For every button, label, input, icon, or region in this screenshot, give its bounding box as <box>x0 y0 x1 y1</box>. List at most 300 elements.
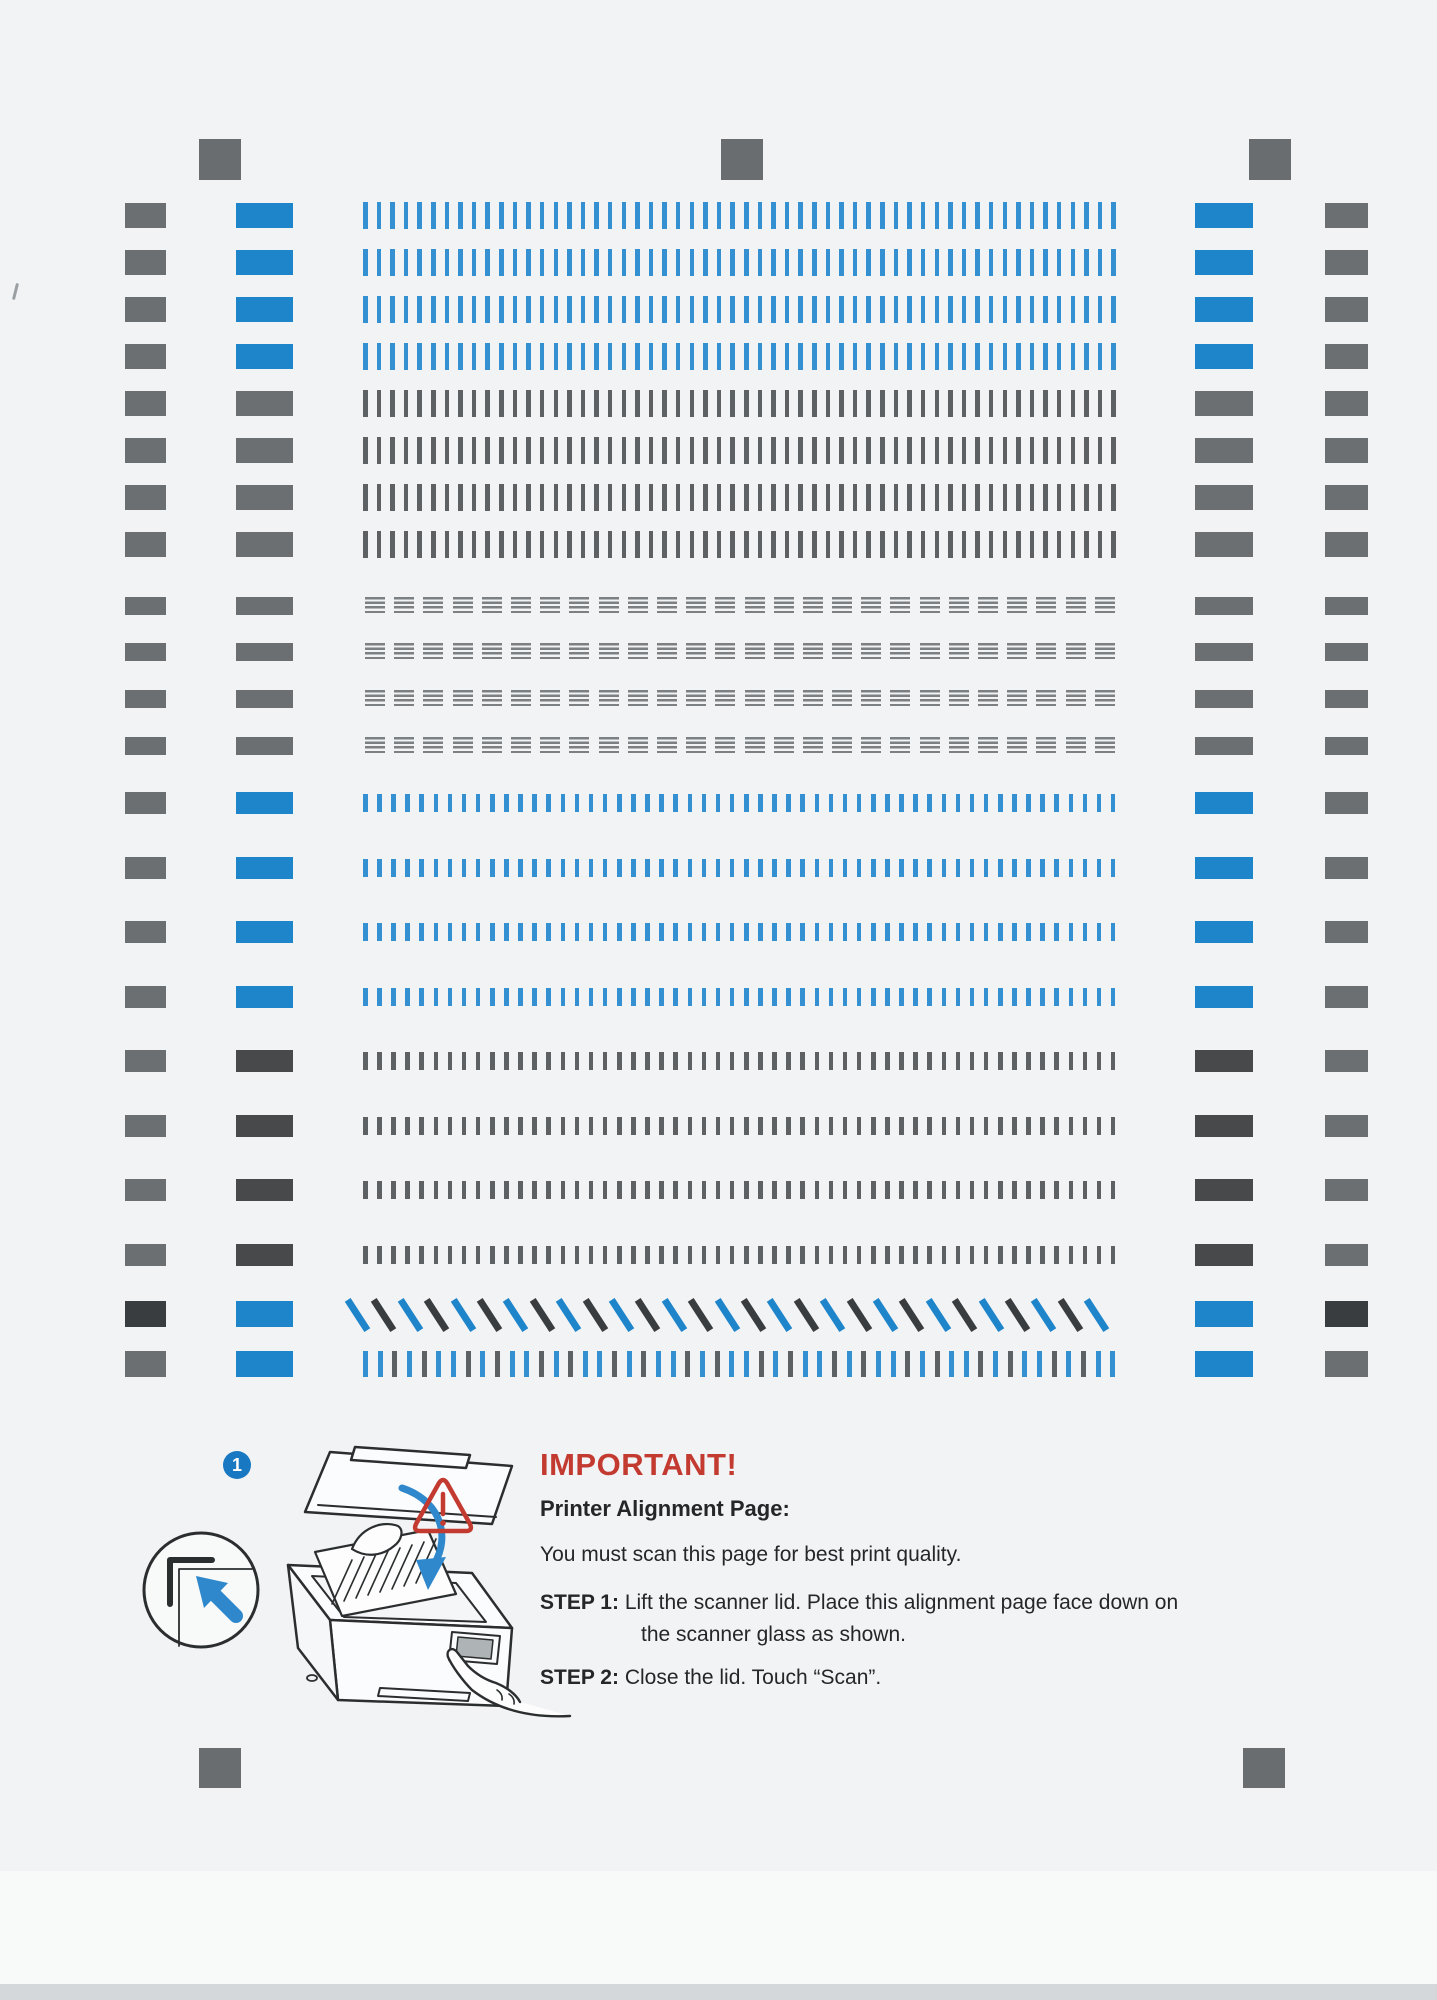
pattern-tick <box>622 437 627 464</box>
pattern-tick <box>608 249 613 276</box>
pattern-tick <box>843 1181 848 1199</box>
pattern-block-col2 <box>236 986 293 1008</box>
pattern-tick <box>1084 484 1089 511</box>
pattern-tick <box>417 249 422 276</box>
scan-artifact <box>12 283 19 300</box>
hatch-cell <box>482 643 502 660</box>
pattern-block-col3 <box>1195 1050 1253 1072</box>
pattern-tick <box>942 923 947 941</box>
hatch-cell <box>482 597 502 614</box>
pattern-tick <box>594 343 599 370</box>
pattern-tick <box>622 484 627 511</box>
pattern-tick <box>485 390 490 417</box>
pattern-tick <box>581 390 586 417</box>
pattern-tick <box>785 202 790 229</box>
pattern-tick <box>540 249 545 276</box>
hatch-cell <box>890 737 910 754</box>
pattern-tick <box>567 437 572 464</box>
pattern-block-col3 <box>1195 203 1253 228</box>
pattern-tick <box>744 437 749 464</box>
pattern-tick <box>839 437 844 464</box>
pattern-block-col1 <box>125 203 166 228</box>
pattern-tick <box>589 794 594 812</box>
hatch-cell <box>511 690 531 707</box>
pattern-tick <box>978 1351 983 1377</box>
pattern-tick <box>1069 1246 1074 1264</box>
pattern-tick <box>998 1117 1003 1135</box>
pattern-tick <box>504 923 509 941</box>
pattern-block-col4 <box>1325 792 1368 814</box>
pattern-tick <box>631 1052 636 1070</box>
pattern-tick <box>962 296 967 323</box>
pattern-block-col1 <box>125 1115 166 1137</box>
pattern-tick <box>431 390 436 417</box>
pattern-block-col3 <box>1195 1244 1253 1266</box>
pattern-block-col1 <box>125 250 166 275</box>
pattern-tick <box>744 794 749 812</box>
pattern-tick <box>676 484 681 511</box>
pattern-tick <box>853 296 858 323</box>
pattern-tick <box>575 988 580 1006</box>
pattern-tick <box>716 794 721 812</box>
pattern-tick <box>518 859 523 877</box>
pattern-tick <box>631 1181 636 1199</box>
pattern-tick <box>970 1052 975 1070</box>
pattern-tick <box>899 794 904 812</box>
pattern-block-col2 <box>236 1050 293 1072</box>
hatch-cell <box>540 597 560 614</box>
pattern-tick <box>603 794 608 812</box>
pattern-tick <box>495 1351 500 1377</box>
pattern-tick <box>603 923 608 941</box>
pattern-tick <box>1012 859 1017 877</box>
pattern-tick <box>417 390 422 417</box>
pattern-tick <box>645 1052 650 1070</box>
pattern-tick <box>815 1246 820 1264</box>
pattern-tick <box>812 437 817 464</box>
pattern-tick <box>866 296 871 323</box>
pattern-tick <box>567 202 572 229</box>
pattern-tick <box>880 343 885 370</box>
pattern-tick <box>377 1246 382 1264</box>
pattern-tick <box>772 1117 777 1135</box>
pattern-tick <box>744 531 749 558</box>
hatch-cell <box>745 597 765 614</box>
pattern-tick <box>513 296 518 323</box>
pattern-tick <box>703 296 708 323</box>
pattern-block-col2 <box>236 391 293 416</box>
pattern-tick <box>942 1181 947 1199</box>
pattern-tick <box>622 390 627 417</box>
hatch-cell <box>774 643 794 660</box>
pattern-tick <box>499 531 504 558</box>
pattern-tick <box>948 343 953 370</box>
pattern-tick <box>1071 343 1076 370</box>
pattern-tick <box>490 988 495 1006</box>
pattern-tick <box>744 249 749 276</box>
pattern-block-col1 <box>125 1301 166 1327</box>
pattern-tick <box>927 859 932 877</box>
pattern-tick <box>448 923 453 941</box>
pattern-tick <box>1071 437 1076 464</box>
hatch-cell <box>861 690 881 707</box>
pattern-block-col3 <box>1195 485 1253 510</box>
pattern-tick <box>744 923 749 941</box>
pattern-tick <box>826 531 831 558</box>
pattern-tick <box>962 249 967 276</box>
pattern-tick <box>1016 296 1021 323</box>
pattern-tick <box>826 437 831 464</box>
hatch-cell <box>832 597 852 614</box>
step-2-line <box>540 1666 881 1690</box>
pattern-tick <box>798 531 803 558</box>
pattern-tick <box>518 1246 523 1264</box>
pattern-tick <box>1111 923 1116 941</box>
pattern-tick <box>984 1052 989 1070</box>
pattern-tick <box>612 1351 617 1377</box>
pattern-tick <box>377 794 382 812</box>
pattern-tick <box>730 1246 735 1264</box>
pattern-tick <box>1016 437 1021 464</box>
pattern-tick <box>404 202 409 229</box>
pattern-tick <box>786 1052 791 1070</box>
pattern-tick <box>1111 794 1116 812</box>
step-2-label: STEP 2: <box>540 1666 619 1689</box>
pattern-block-col3 <box>1195 737 1253 755</box>
pattern-tick <box>404 249 409 276</box>
pattern-tick <box>656 1351 661 1377</box>
slash-mark <box>846 1298 871 1332</box>
hatch-cell <box>453 690 473 707</box>
pattern-tick <box>956 1052 961 1070</box>
pattern-tick <box>989 343 994 370</box>
pattern-tick <box>812 249 817 276</box>
pattern-tick <box>431 249 436 276</box>
pattern-tick <box>1111 1052 1116 1070</box>
pattern-tick <box>956 1117 961 1135</box>
pattern-tick <box>608 390 613 417</box>
step-2-text: Close the lid. Touch “Scan”. <box>618 1666 882 1689</box>
pattern-tick <box>405 1246 410 1264</box>
pattern-tick <box>800 859 805 877</box>
pattern-tick <box>431 484 436 511</box>
pattern-tick <box>1071 249 1076 276</box>
pattern-block-col3 <box>1195 297 1253 322</box>
pattern-tick <box>673 923 678 941</box>
pattern-tick <box>921 437 926 464</box>
pattern-tick <box>730 859 735 877</box>
pattern-tick <box>948 202 953 229</box>
pattern-tick <box>662 296 667 323</box>
pattern-tick <box>391 859 396 877</box>
pattern-tick <box>690 202 695 229</box>
pattern-tick <box>546 1181 551 1199</box>
pattern-tick <box>581 296 586 323</box>
pattern-tick <box>927 1246 932 1264</box>
pattern-tick <box>894 531 899 558</box>
pattern-tick <box>1003 437 1008 464</box>
hatch-cell <box>803 737 823 754</box>
step-1-label: STEP 1: <box>540 1591 619 1614</box>
pattern-tick <box>758 202 763 229</box>
pattern-tick <box>843 1052 848 1070</box>
pattern-tick <box>843 1117 848 1135</box>
pattern-tick <box>935 202 940 229</box>
hatch-cell <box>657 690 677 707</box>
pattern-tick <box>962 390 967 417</box>
pattern-tick <box>771 437 776 464</box>
pattern-tick <box>377 202 382 229</box>
pattern-tick <box>662 531 667 558</box>
pattern-tick <box>1069 923 1074 941</box>
pattern-tick <box>690 531 695 558</box>
pattern-block-col1 <box>125 792 166 814</box>
pattern-tick <box>635 390 640 417</box>
pattern-block-col1 <box>125 597 166 615</box>
pattern-block-col4 <box>1325 297 1368 322</box>
pattern-tick <box>1012 1181 1017 1199</box>
pattern-tick <box>513 531 518 558</box>
pattern-block-col1 <box>125 1179 166 1201</box>
pattern-block-col2 <box>236 532 293 557</box>
pattern-tick <box>771 343 776 370</box>
pattern-tick <box>857 1246 862 1264</box>
pattern-tick <box>378 1351 383 1377</box>
pattern-tick <box>448 1117 453 1135</box>
pattern-tick <box>935 531 940 558</box>
pattern-tick <box>853 249 858 276</box>
pattern-tick <box>935 343 940 370</box>
pattern-tick <box>567 296 572 323</box>
pattern-tick <box>815 923 820 941</box>
pattern-tick <box>434 1052 439 1070</box>
pattern-block-col4 <box>1325 203 1368 228</box>
pattern-tick <box>1030 249 1035 276</box>
pattern-tick <box>984 794 989 812</box>
pattern-tick <box>956 794 961 812</box>
pattern-tick <box>676 343 681 370</box>
pattern-block-col4 <box>1325 737 1368 755</box>
pattern-tick <box>798 249 803 276</box>
pattern-tick <box>703 531 708 558</box>
pattern-tick <box>363 343 368 370</box>
pattern-block-col3 <box>1195 597 1253 615</box>
pattern-block-col4 <box>1325 597 1368 615</box>
pattern-tick <box>785 484 790 511</box>
hatch-cell <box>453 737 473 754</box>
pattern-tick <box>1054 859 1059 877</box>
pattern-tick <box>645 923 650 941</box>
hatch-cell <box>978 643 998 660</box>
pattern-tick <box>622 531 627 558</box>
pattern-block-col4 <box>1325 986 1368 1008</box>
pattern-tick <box>485 531 490 558</box>
pattern-tick <box>662 202 667 229</box>
pattern-tick <box>880 531 885 558</box>
pattern-tick <box>1030 390 1035 417</box>
pattern-tick <box>532 1117 537 1135</box>
pattern-tick <box>839 202 844 229</box>
slash-mark <box>609 1298 634 1332</box>
pattern-tick <box>772 1246 777 1264</box>
pattern-tick <box>744 202 749 229</box>
pattern-tick <box>404 484 409 511</box>
pattern-tick <box>975 249 980 276</box>
pattern-tick <box>921 249 926 276</box>
pattern-tick <box>445 296 450 323</box>
pattern-tick <box>786 794 791 812</box>
pattern-tick <box>717 531 722 558</box>
pattern-tick <box>575 1052 580 1070</box>
pattern-tick <box>617 988 622 1006</box>
pattern-tick <box>942 794 947 812</box>
pattern-tick <box>532 859 537 877</box>
pattern-block-col2 <box>236 792 293 814</box>
slash-mark <box>398 1298 423 1332</box>
pattern-tick <box>1012 1246 1017 1264</box>
pattern-tick <box>377 484 382 511</box>
pattern-tick <box>703 437 708 464</box>
hatch-cell <box>890 597 910 614</box>
pattern-tick <box>871 923 876 941</box>
pattern-tick <box>812 202 817 229</box>
pattern-tick <box>935 437 940 464</box>
pattern-tick <box>363 988 368 1006</box>
pattern-tick <box>1097 988 1102 1006</box>
pattern-tick <box>1098 531 1103 558</box>
pattern-tick <box>1043 202 1048 229</box>
pattern-tick <box>984 1246 989 1264</box>
pattern-tick <box>829 1246 834 1264</box>
pattern-tick <box>962 437 967 464</box>
pattern-tick <box>363 794 368 812</box>
pattern-tick <box>561 1117 566 1135</box>
pattern-tick <box>857 1117 862 1135</box>
pattern-tick <box>866 484 871 511</box>
pattern-tick <box>649 296 654 323</box>
pattern-block-col4 <box>1325 1115 1368 1137</box>
pattern-tick <box>829 794 834 812</box>
pattern-tick <box>363 1052 368 1070</box>
pattern-tick <box>377 1117 382 1135</box>
pattern-block-col1 <box>125 344 166 369</box>
pattern-tick <box>363 1246 368 1264</box>
pattern-tick <box>1071 202 1076 229</box>
pattern-block-col3 <box>1195 986 1253 1008</box>
pattern-tick <box>448 988 453 1006</box>
slash-mark <box>952 1298 977 1332</box>
pattern-tick <box>829 988 834 1006</box>
pattern-tick <box>1111 296 1116 323</box>
pattern-tick <box>685 1351 690 1377</box>
pattern-tick <box>998 1246 1003 1264</box>
pattern-tick <box>700 1351 705 1377</box>
hatch-cell <box>423 737 443 754</box>
pattern-tick <box>589 1117 594 1135</box>
pattern-tick <box>419 1052 424 1070</box>
pattern-tick <box>649 531 654 558</box>
pattern-tick <box>1097 923 1102 941</box>
pattern-tick <box>716 1181 721 1199</box>
hatch-cell <box>803 643 823 660</box>
pattern-tick <box>363 296 368 323</box>
pattern-tick <box>518 1181 523 1199</box>
pattern-tick <box>847 1351 852 1377</box>
pattern-tick <box>676 202 681 229</box>
pattern-tick <box>907 202 912 229</box>
pattern-tick <box>490 1246 495 1264</box>
pattern-tick <box>717 437 722 464</box>
pattern-tick <box>645 794 650 812</box>
pattern-tick <box>853 531 858 558</box>
slash-mark <box>635 1298 660 1332</box>
pattern-tick <box>526 531 531 558</box>
pattern-tick <box>688 794 693 812</box>
pattern-tick <box>575 1246 580 1264</box>
pattern-tick <box>490 1117 495 1135</box>
pattern-tick <box>716 859 721 877</box>
pattern-tick <box>673 1181 678 1199</box>
hatch-cell <box>482 690 502 707</box>
pattern-tick <box>1083 1117 1088 1135</box>
pattern-tick <box>798 390 803 417</box>
scan-instruction-body: You must scan this page for best print quality. <box>540 1543 962 1566</box>
pattern-tick <box>390 437 395 464</box>
pattern-tick <box>857 923 862 941</box>
pattern-tick <box>526 296 531 323</box>
pattern-tick <box>1040 988 1045 1006</box>
pattern-tick <box>771 390 776 417</box>
pattern-tick <box>1026 923 1031 941</box>
pattern-block-col1 <box>125 297 166 322</box>
pattern-tick <box>839 296 844 323</box>
pattern-tick <box>1003 390 1008 417</box>
pattern-tick <box>690 437 695 464</box>
pattern-tick <box>404 296 409 323</box>
pattern-tick <box>866 343 871 370</box>
pattern-tick <box>1083 1181 1088 1199</box>
pattern-tick <box>1026 794 1031 812</box>
pattern-block-col4 <box>1325 485 1368 510</box>
hatch-cell <box>1036 643 1056 660</box>
pattern-block-col1 <box>125 921 166 943</box>
hatch-cell <box>686 597 706 614</box>
pattern-tick <box>798 202 803 229</box>
pattern-tick <box>431 437 436 464</box>
slash-mark <box>714 1298 739 1332</box>
pattern-tick <box>363 202 368 229</box>
pattern-tick <box>1069 1117 1074 1135</box>
pattern-tick <box>913 794 918 812</box>
pattern-tick <box>744 988 749 1006</box>
pattern-tick <box>676 296 681 323</box>
pattern-tick <box>645 988 650 1006</box>
pattern-tick <box>1054 794 1059 812</box>
pattern-tick <box>485 249 490 276</box>
pattern-block-col3 <box>1195 690 1253 708</box>
pattern-tick <box>390 202 395 229</box>
pattern-tick <box>1057 531 1062 558</box>
pattern-tick <box>540 296 545 323</box>
pattern-tick <box>1083 794 1088 812</box>
pattern-tick <box>1057 437 1062 464</box>
pattern-tick <box>815 794 820 812</box>
pattern-tick <box>490 1181 495 1199</box>
pattern-tick <box>417 202 422 229</box>
pattern-tick <box>594 390 599 417</box>
pattern-tick <box>1040 1181 1045 1199</box>
hatch-cell <box>423 690 443 707</box>
